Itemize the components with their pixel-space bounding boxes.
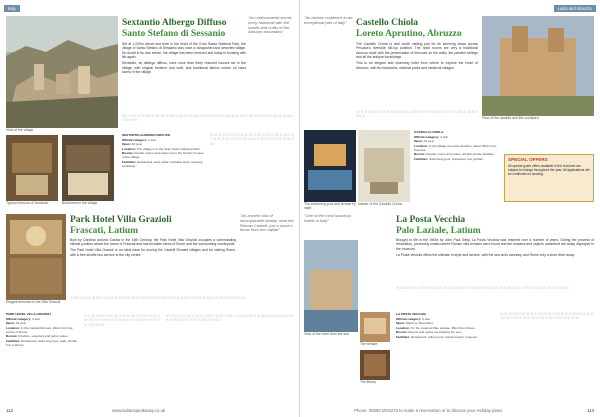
chiola-facts-rooms: Double rooms and suites, all with private facilities. — [426, 152, 495, 157]
posta-body-p1: Brought to life in the 1960s by John Paul Getty, La Posta Vecchia was restored over a number of years. During the process of restoration, previously undiscovered Roman villa remains were found and the mosaics and objects unearthed are today displayed in the museum. — [396, 238, 594, 251]
grazioli-body-continued: llll lllllll lll llll lllll llll lllllll lll llll lllll llll lllllll lll llll lllll llll lllllll lll llll lllll llll lllllll lll llll lllll llll lllllll lll llll lllll llll lllllll lll llll lllll llll lllllll lll llll lllll — [70, 296, 246, 300]
posta-main-caption: View of the hotel from the sea — [304, 332, 349, 336]
posta-facts-facilities: Restaurant, indoor pool, private beach, museum. — [411, 335, 479, 340]
grazioli-title: Park Hotel Villa Grazioli — [70, 215, 172, 225]
posta-facts-location: On the coast at Palo Laziale, 35km from Rome. — [410, 325, 476, 330]
posta-body-p2: La Posta Vecchia offers the ultimate in style and service, with the sea at its doorstep and Rome only a short drive away. — [396, 252, 575, 257]
page-number-left: 112 — [6, 408, 13, 413]
chiola-facts-category-label: Official category: — [414, 134, 440, 139]
special-offers-text: All special guide offers available in the brochure are subject to change throughout the year. All applications will be confirmed on booking. — [508, 163, 590, 176]
posta-body-continued: llll lll llllll lllll llll lll llllll lllll llll lll llllll lllll llll lll llllll lllll llll lll llllll lllll llll lll llllll lllll llll lll llllll lllll llll lll llllll lllll llll lll llllll lllll llll lll llllll lllll — [396, 286, 569, 290]
sextantio-facts-rooms-label: Rooms: — [122, 151, 134, 156]
sextantio-facts-facilities: Restaurant, wine cellar, herbalist shop, weaving workshop. — [122, 160, 203, 169]
page-number-right: 113 — [587, 408, 594, 413]
sextantio-title: Sextantio Albergo Diffuso — [122, 18, 227, 28]
sextantio-quote: "An undiscovered secret, richly historical with the smells and crafts of the Abruzzo mountains" — [248, 15, 293, 35]
chiola-facts-facilities-label: Facilities: — [414, 157, 429, 162]
grazioli-main-photo — [6, 214, 66, 300]
chiola-main-photo — [482, 16, 594, 116]
special-offers-box — [504, 154, 594, 202]
section-tab-left: Italy — [4, 5, 20, 12]
chiola-body — [356, 42, 478, 110]
posta-facts-open-label: Open: — [396, 321, 405, 326]
sextantio-facts-open: All year — [131, 142, 142, 147]
posta-caption-a: The terrace — [360, 342, 378, 346]
sextantio-photo-b — [62, 135, 114, 201]
right-page — [300, 0, 600, 417]
grazioli-body-p2: The Park Hotel Villa Grazioli is an ideal base for touring the Castelli Romani villages and for visiting Rome, with a free shuttle bus service to the city centre. — [70, 248, 236, 257]
chiola-facts-rooms-label: Rooms: — [414, 152, 426, 157]
sextantio-facts-location-label: Location: — [122, 146, 136, 151]
chiola-facts-open: All year — [423, 139, 434, 144]
sextantio-facts-open-label: Open: — [122, 142, 131, 147]
posta-facts-title: LA POSTA VECCHIA — [396, 312, 426, 316]
grazioli-facts-open-label: Open: — [6, 321, 15, 326]
posta-photo-a — [360, 312, 390, 342]
grazioli-main-caption: Elegant frescoes in the Villa Grazioli — [6, 300, 61, 304]
posta-title: La Posta Vecchia — [396, 215, 466, 225]
chiola-photo-b — [358, 130, 410, 202]
chiola-title: Castello Chiola — [356, 18, 419, 28]
grazioli-body-p1: Built by Cardinal Antonio Carafa in the 16th Century, the Park Hotel Villa Grazioli occupies a commanding hillside position above the towns of Frascati and has enviable views of Rome and the surrounding countryside. — [70, 238, 236, 247]
grazioli-facts-category-label: Official category: — [6, 316, 32, 321]
posta-facts-category: 5 star — [422, 316, 430, 321]
sextantio-facts-facilities-label: Facilities: — [122, 160, 137, 165]
sextantio-place: Santo Stefano di Sessanio — [122, 29, 226, 39]
sextantio-body-p1: Set at 1,000m above sea level in the heart of the Gran Sasso National Park, the village of Santo Stefano di Sessanio was once a vanquished and deserted village. No doubt in its own sense, the village has been restored and today is bursting with life again. — [122, 42, 246, 60]
grazioli-facts — [6, 312, 80, 396]
section-tab-right: Lazio and Abruzzo — [554, 5, 596, 12]
sextantio-body-continued: lllllll lll llllll lllll llll lllllll lll llllll lllll llll lllllll lll llllll lllll llll lllllll lll llllll lllll llll lllllll lll llllll lllll llll lllllll lll llllll lllll llll lllllll lll llllll lllll llll lllllll lll llllll lllll llll — [122, 114, 294, 123]
chiola-quote: "An historic residence in an exceptional part of Italy" — [304, 15, 353, 25]
sextantio-facts-category-label: Official category: — [122, 137, 148, 142]
posta-caption-b: The library — [360, 380, 377, 384]
grazioli-facts-rooms-label: Rooms: — [6, 334, 18, 339]
posta-facts-rooms: Rooms and suites overlooking the sea. — [408, 330, 462, 335]
posta-facts-facilities-label: Facilities: — [396, 335, 411, 340]
chiola-facts-facilities: Swimming pool, restaurant, bar, garden. — [429, 157, 485, 162]
grazioli-facts-title: PARK HOTEL VILLA GRAZIOLI — [6, 312, 52, 316]
chiola-body-continued: lllll llll lll lllllll llll lllll llll lll lllllll llll lllll llll lll lllllll llll lllll llll lll lllllll llll lllll llll lll lllllll llll lllll llll lll lllllll llll — [356, 110, 478, 119]
special-offers-title: SPECIAL OFFERS — [508, 157, 548, 162]
grazioli-extra-column-a: lll llll lllll llllll lll llll lllll llllll lll llll lllll llllll lll llll lllll llllll lll llll lllll llllll lll llll lllll llllll lll llll lllll llllll lll llll lllll llllll lll llll lllll llllll lll llll lllll llllll — [84, 314, 160, 327]
footer-url[interactable]: www.italianspeakeasy.co.uk — [112, 408, 166, 413]
chiola-main-caption: View of the castello and the courtyard — [482, 116, 539, 120]
posta-photo-b — [360, 350, 390, 380]
sextantio-body-p2: Sextantio, an albergo diffuso, uses more than thirty restored houses set in the village, with original furniture and craft, and traditional fabrics woven on hand looms in the village. — [122, 61, 246, 74]
grazioli-quote: "An ancient villa of incomparable beauty, near the Roman Castelli, just a stone's throw from the capital" — [240, 213, 294, 233]
sextantio-caption-b: Bedrooms in the village — [62, 201, 98, 205]
posta-quote: "One of the most luxurious hotels in Italy" — [304, 213, 351, 223]
sextantio-caption-a: Typical interiors of Sextantio — [6, 201, 49, 205]
posta-facts-location-label: Location: — [396, 325, 410, 330]
sextantio-facts-category: 4 star — [148, 137, 156, 142]
chiola-facts-title: CASTELLO CHIOLA — [414, 130, 444, 134]
posta-body — [396, 238, 594, 286]
chiola-facts-category: 4 star — [440, 134, 448, 139]
sextantio-body — [122, 42, 246, 114]
sextantio-main-photo — [6, 16, 118, 128]
posta-main-photo — [304, 240, 358, 332]
grazioli-place: Frascati, Latium — [70, 226, 139, 236]
grazioli-facts-open: All year — [15, 321, 26, 326]
posta-facts-open: March to November — [405, 321, 433, 326]
sextantio-photo-a — [6, 135, 58, 201]
sextantio-facts — [122, 133, 206, 209]
sextantio-facts-rooms: Double rooms and suites set in the historic houses of the village. — [122, 151, 204, 160]
chiola-facts-location: In the village of Loreto Aprutino, about 25km from Pescara. — [414, 143, 497, 152]
posta-place: Palo Laziale, Latium — [396, 226, 481, 236]
chiola-facts — [414, 130, 500, 210]
sextantio-facts-location: The village is in the Gran Sasso National Park. — [136, 146, 201, 151]
footer-phone: Phone: 08080 MV5275 to make a reservation or to discuss your Holiday plans — [354, 408, 503, 413]
chiola-place: Loreto Aprutino, Abruzzo — [356, 29, 462, 39]
chiola-facts-location-label: Location: — [414, 143, 428, 148]
chiola-caption-b: Interior of the Castello Chiola — [358, 202, 402, 206]
sextantio-main-caption: View of the village — [6, 128, 34, 132]
grazioli-facts-facilities: Restaurant, swimming pool, park, shuttle bus to Rome. — [6, 339, 78, 348]
grazioli-facts-location: In the Castelli Romani, 20km from the centre of Rome. — [6, 325, 73, 334]
sextantio-extra-column: llll lllll lll llllll llll lllll lll llllll llll lllll lll llllll llll lllll lll llllll llll lllll lll llllll llll lllll lll llllll llll lllll lll llllll llll lllll lll llllll llll lllll lll llllll llll lllll lll llllll — [210, 133, 294, 146]
grazioli-extra-column-b: llllll lll llll lllll lll llllll lll llll lllll lll llllll lll llll lllll lll llllll lll llll lllll lll llllll lll llll lllll lll llllll lll llll lllll lll llllll lll llll lllll lll llllll lll llll lllll lll llllll lll llll lllll lll — [166, 314, 294, 323]
posta-facts — [396, 312, 496, 394]
posta-facts-rooms-label: Rooms: — [396, 330, 408, 335]
grazioli-facts-facilities-label: Facilities: — [6, 339, 21, 344]
sextantio-facts-title: SEXTANTIO ALBERGO DIFFUSO — [122, 133, 171, 137]
chiola-body-p1: The Castello Chiola is well worth visiting just for its stunning views across Pescara's riverside hill-top position. The hotel rooms are very a traditional Abruzzo style with the preservation of frescoes on the walls, the painted ceilings and all the antique furnishings. — [356, 42, 478, 60]
grazioli-facts-rooms: Doubles, superiors and junior suites. — [18, 334, 69, 339]
grazioli-body — [70, 238, 236, 296]
grazioli-facts-location-label: Location: — [6, 325, 20, 330]
chiola-caption-a: The swimming pool and terrace by night — [304, 202, 356, 210]
chiola-body-p2: This is an elegant and charming hotel from where to explore the heart of Abruzzo, with its mountains, national parks and medieval villages. — [356, 61, 478, 70]
chiola-facts-open-label: Open: — [414, 139, 423, 144]
grazioli-facts-category: 4 star — [32, 316, 40, 321]
posta-extra-column: lll llllll llll lllll lll llllll llll lllll lll llllll llll lllll lll llllll llll lllll lll llllll llll lllll lll llllll llll lllll lll llllll llll lllll lll llllll llll lllll lll llllll llll lllll lll llllll llll lllll — [500, 312, 594, 321]
posta-facts-category-label: Official category: — [396, 316, 422, 321]
chiola-photo-a — [304, 130, 356, 202]
